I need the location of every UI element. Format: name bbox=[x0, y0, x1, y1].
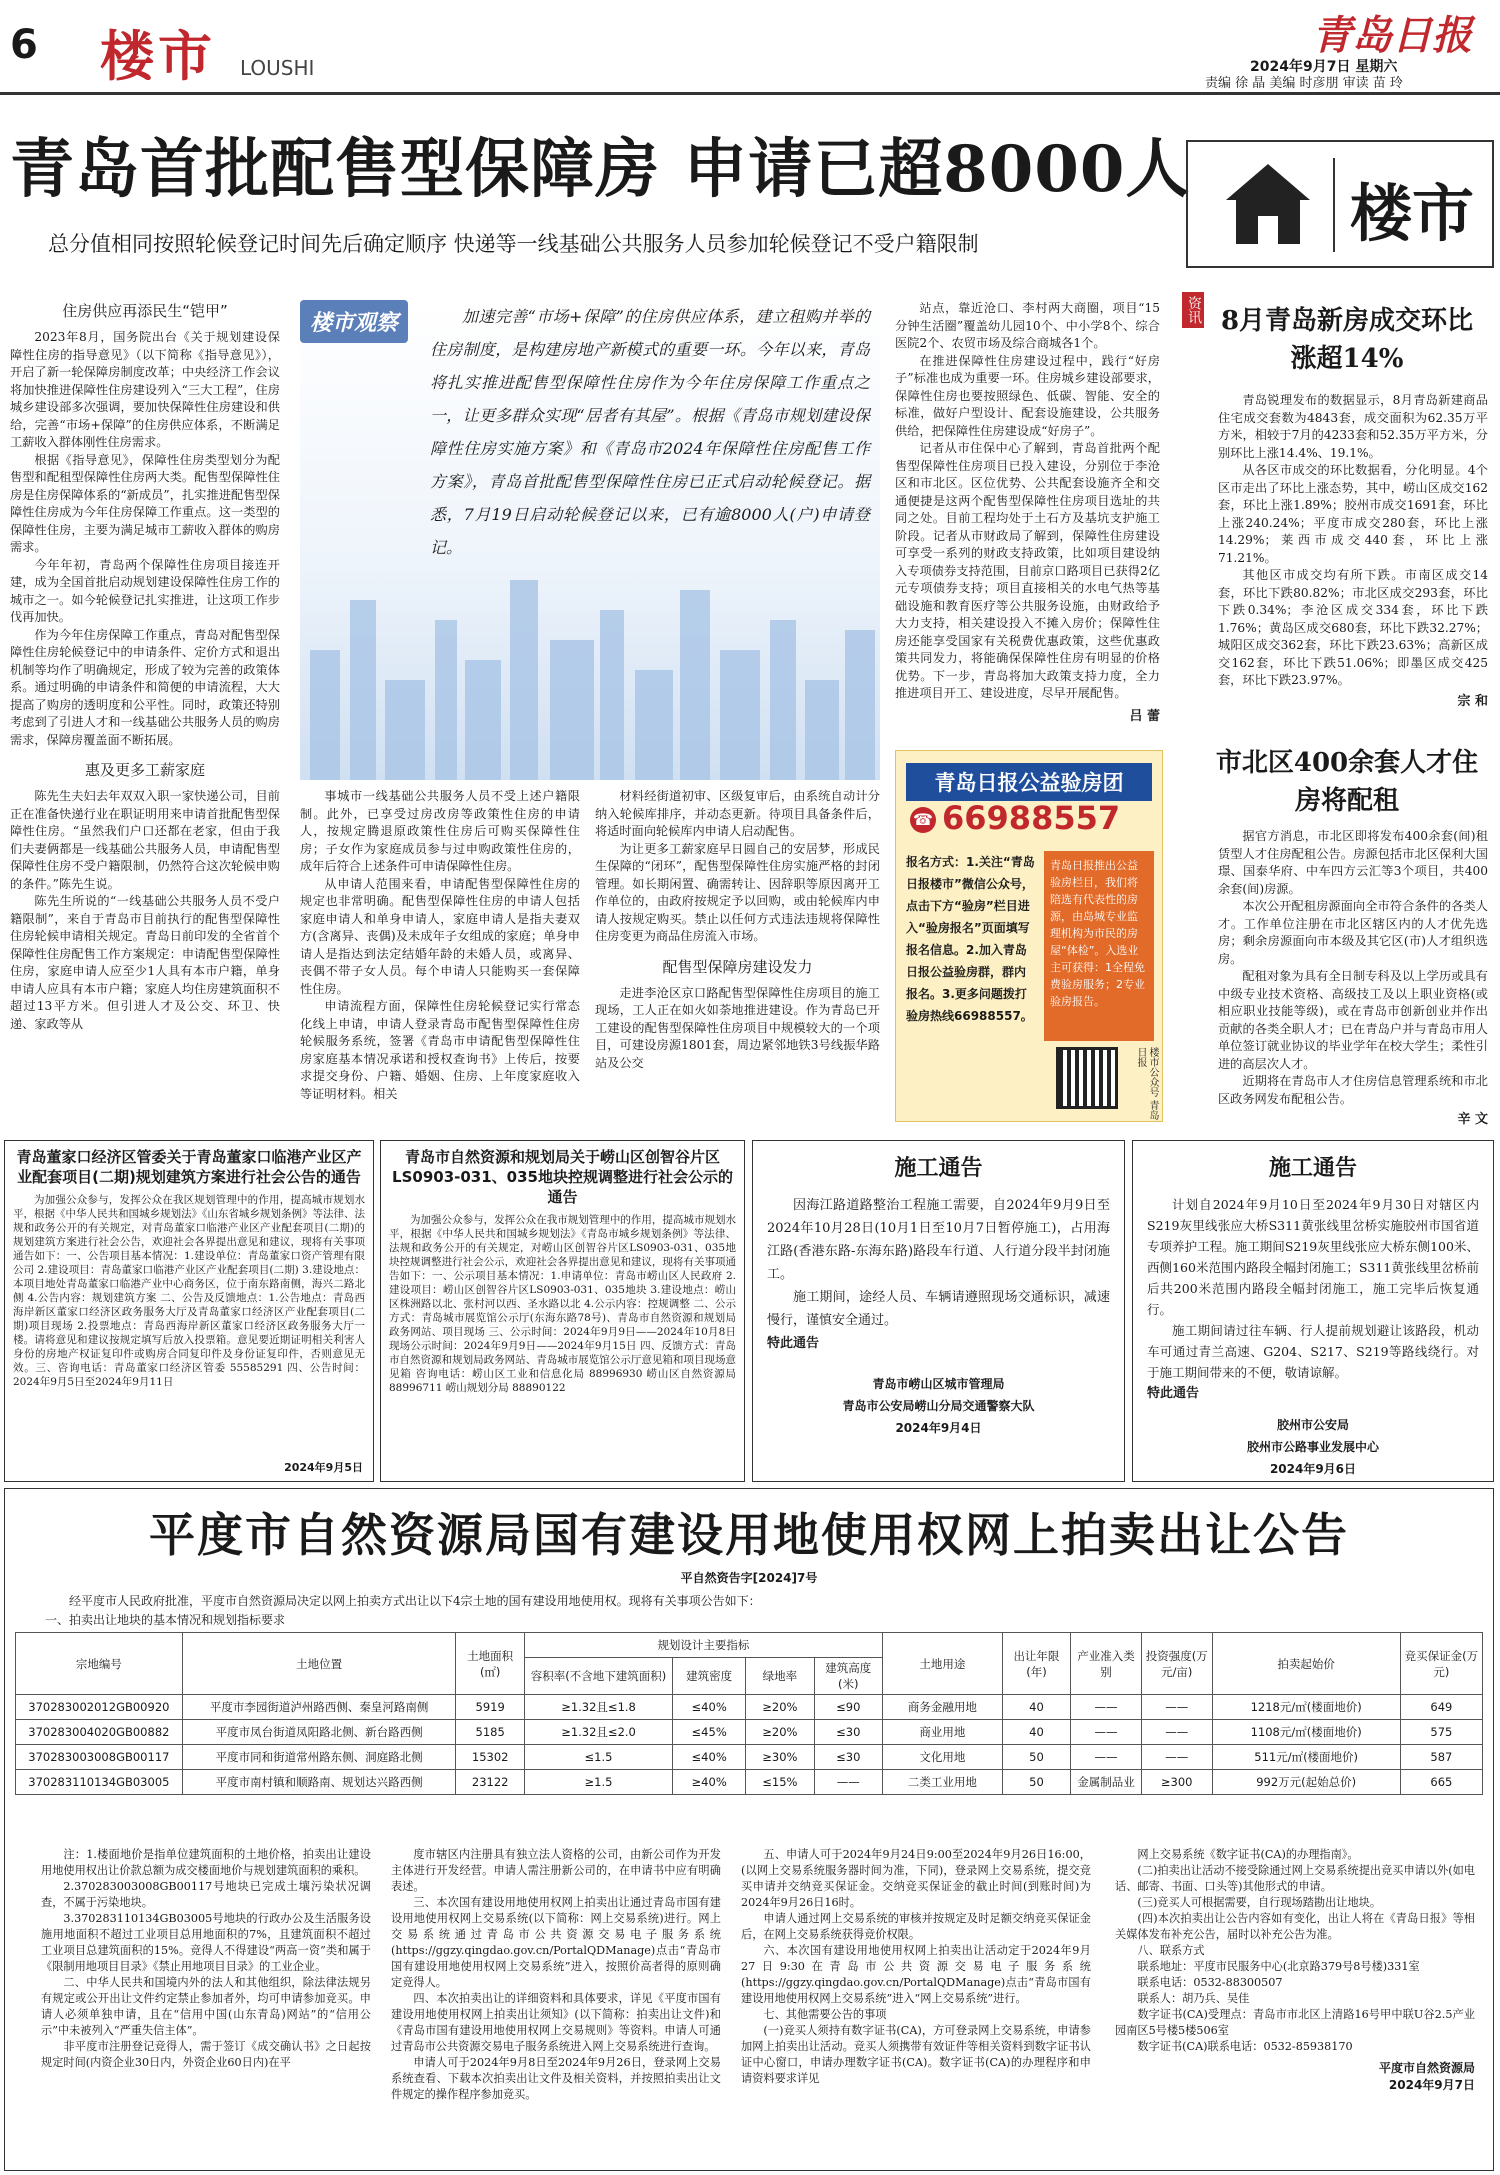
paragraph: 数字证书(CA)受理点：青岛市市北区上清路16号甲中联U谷2.5产业园南区5号楼5楼506室 bbox=[1115, 2008, 1475, 2037]
paragraph: 联系电话：0532-88300507 bbox=[1137, 1976, 1283, 1989]
auction-col-2 bbox=[391, 1847, 721, 2103]
paragraph: 联系人：胡乃兵、吴佳 bbox=[1137, 1992, 1250, 2005]
notice-construction-2 bbox=[1132, 1140, 1494, 1482]
paragraph: 施工期间，途经人员、车辆请遵照现场交通标识，减速慢行，谨慎安全通过。 bbox=[767, 1290, 1110, 1328]
auction-notice bbox=[4, 1488, 1494, 2171]
author: 宗 和 bbox=[1457, 693, 1488, 709]
paragraph: 据官方消息，市北区即将发布400余套(间)租赁型人才住房配租公告。房源包括市北区保利大国璟、国泰华府、中车四方云汇等3个项目，共400余套(间)房源。 bbox=[1218, 829, 1488, 896]
table-cell: 文化用地 bbox=[882, 1745, 1002, 1770]
auction-col-1 bbox=[41, 1847, 371, 2071]
table-cell: 金属制品业 bbox=[1071, 1770, 1142, 1795]
notice-org: 胶州市公路事业发展中心 bbox=[1246, 1440, 1379, 1454]
col-header: 容积率(不含地下建筑面积) bbox=[524, 1658, 672, 1695]
col-header: 土地位置 bbox=[182, 1633, 456, 1695]
paper-logo: 青岛日报 bbox=[1312, 12, 1472, 59]
observation-text: 加速完善“市场+保障”的住房供应体系，建立租购并举的住房制度，是构建房地产新模式的重要一环。今年以来，青岛将扎实推进配售型保障性住房作为今年住房保障工作重点之一，让更多群众实现“居者有其屋”。根据《青岛市规划建设保障性住房实施方案》和《青岛市2024年保障性住房配售工作方案》，青岛首批配售型保障性住房已正式启动轮候登记。据悉，7月19日启动轮候登记以来，已有逾8000人(户)申请登记。 bbox=[430, 307, 870, 557]
city-skyline-image bbox=[300, 560, 880, 780]
auction-title: 平度市自然资源局国有建设用地使用权网上拍卖出让公告 bbox=[149, 1508, 1349, 1562]
paragraph: 数字证书(CA)联系电话：0532-85938170 bbox=[1137, 2040, 1353, 2053]
paragraph: 近期将在青岛市人才住房信息管理系统和市北区政务网发布配租公告。 bbox=[1218, 1074, 1488, 1106]
table-cell: —— bbox=[1071, 1745, 1142, 1770]
paragraph: 计划自2024年9月10日至2024年9月30日对辖区内S219灰里线张应大桥S311黄张线里岔桥实施胶州市国省道专项养护工程。施工期间S219灰里线张应大桥东侧100米、西侧160米范围内路段全幅封闭施工；S311黄张线里岔桥前后共200米范围内路段全幅封闭施工，施工完毕后恢复通行。 bbox=[1147, 1197, 1479, 1317]
notice-org: 胶州市公安局 bbox=[1276, 1418, 1349, 1432]
table-cell: 商务金融用地 bbox=[882, 1695, 1002, 1720]
table-cell: ≥40% bbox=[673, 1770, 746, 1795]
news-title-2: 市北区400余套人才住房将配租 bbox=[1215, 748, 1479, 816]
col-header: 土地面积(㎡) bbox=[456, 1633, 524, 1695]
inspection-ad bbox=[895, 750, 1163, 1122]
notice-dongjiakou bbox=[4, 1140, 374, 1482]
table-cell: 575 bbox=[1400, 1720, 1482, 1745]
auction-col-4 bbox=[1115, 1847, 1475, 2093]
table-cell: 511元/㎡(楼面地价) bbox=[1212, 1745, 1400, 1770]
paragraph: 从申请人范围来看，申请配售型保障性住房的规定也非常明确。配售型保障性住房的申请人包括家庭申请人和单身申请人，家庭申请人是指夫妻双方(含离异、丧偶)及未成年子女组成的家庭；单身申请人是指达到法定结婚年龄的未婚人员，或离异、丧偶不带子女人员。每个申请人只能购买一套保障性住房。 bbox=[300, 876, 580, 996]
editors: 责编 徐 晶 美编 时彦朋 审读 苗 玲 bbox=[1205, 76, 1403, 91]
notice-org: 青岛市崂山区城市管理局 bbox=[872, 1377, 1005, 1391]
paragraph: 从各区市成交的环比数据看，分化明显。4个区市走出了环比上涨态势，其中，崂山区成交162套，环比上涨1.89%；胶州市成交1691套，环比上涨240.24%；平度市成交280套，环比上涨14.29%；莱西市成交440套，环比上涨71.21%。 bbox=[1218, 463, 1488, 565]
paragraph: 作为今年住房保障工作重点，青岛对配售型保障性住房轮候登记中的申请条件、定价方式和退出机制等均作了明确规定，形成了较为完善的政策体系。通过明确的申请条件和简便的申请流程，大大提高了购房的透明度和公平性。同时，政策还特别考虑到了引进人才和一线基础公共服务人员的购房需求，保障房覆盖面不断拓展。 bbox=[10, 627, 280, 747]
paragraph: 六、本次国有建设用地使用权网上拍卖出让活动定于2024年9月27日9:30在青岛市公共资源交易电子服务系统(https://ggzy.qingdao.gov.cn/PortalQDManage)点击“青岛市国有建设用地使用权网上交易系统”进入“网上交易系统”进行。 bbox=[741, 1944, 1091, 2005]
paragraph: (二)拍卖出让活动不接受除通过网上交易系统提出竞买申请以外(如电话、邮寄、书面、口头等)其他形式的申请。 bbox=[1115, 1864, 1475, 1893]
table-cell: 商业用地 bbox=[882, 1720, 1002, 1745]
paragraph: 陈先生所说的“一线基础公共服务人员不受户籍限制”，来自于青岛市目前执行的配售型保障性住房轮候申请相关规定。青岛日前印发的全省首个保障性住房配售工作方案规定：申请配售型保障性住房，家庭申请人应至少1人具有本市户籍，单身申请人应具有本市户籍；家庭人均住房建筑面积不超过13平方米。但引进人才及公交、环卫、快递、家政等从 bbox=[10, 894, 280, 1031]
col-header: 土地用途 bbox=[882, 1633, 1002, 1695]
table-cell: ≥30% bbox=[746, 1745, 814, 1770]
table-row bbox=[16, 1745, 1483, 1770]
table-cell: 23122 bbox=[456, 1770, 524, 1795]
article-col-2 bbox=[300, 788, 580, 1103]
table-cell: ≤45% bbox=[673, 1720, 746, 1745]
table-cell: 40 bbox=[1002, 1695, 1070, 1720]
notice-org: 青岛市公安局崂山分局交通警察大队 bbox=[842, 1399, 1035, 1413]
table-cell: 649 bbox=[1400, 1695, 1482, 1720]
table-cell: ≤30 bbox=[814, 1720, 882, 1745]
table-cell: 370283003008GB00117 bbox=[16, 1745, 183, 1770]
table-cell: ≤30 bbox=[814, 1745, 882, 1770]
observation-box bbox=[300, 300, 880, 780]
table-cell: —— bbox=[1071, 1720, 1142, 1745]
notice-tag: 特此通告 bbox=[1147, 1386, 1200, 1401]
paragraph: 施工期间请过往车辆、行人提前规划避让该路段，机动车可通过青兰高速、G204、S217、S219等路线绕行。对于施工期间带来的不便，敬请谅解。 bbox=[1147, 1323, 1479, 1380]
notice-title: 青岛董家口经济区管委关于青岛董家口临港产业区产业配套项目(二期)规划建筑方案进行社会公告的通告 bbox=[16, 1148, 362, 1186]
section-badge bbox=[1186, 140, 1494, 268]
table-cell: 370283002012GB00920 bbox=[16, 1695, 183, 1720]
col-header: 建筑密度 bbox=[673, 1658, 746, 1695]
table-cell: 665 bbox=[1400, 1770, 1482, 1795]
paragraph: 八、联系方式 bbox=[1137, 1944, 1205, 1957]
paragraph: 站点，靠近沧口、李村两大商圈，项目“15分钟生活圈”覆盖幼儿园10个、中小学8个、综合医院2个、农贸市场及综合商城各1个。 bbox=[895, 301, 1160, 350]
subhead-3: 配售型保障房建设发力 bbox=[662, 957, 813, 976]
paragraph: 走进李沧区京口路配售型保障性住房项目的施工现场，工人正在如火如荼地推进建设。作为青岛已开工建设的配售型保障性住房项目中规模较大的一个项目，可建设房源1801套，周边紧邻地铁3号线振华路站及公交 bbox=[595, 985, 880, 1070]
table-cell: ≤40% bbox=[673, 1695, 746, 1720]
table-cell: ≤40% bbox=[673, 1745, 746, 1770]
paragraph: 网上交易系统《数字证书(CA)的办理指南》。 bbox=[1137, 1848, 1359, 1861]
table-cell: 平度市李园街道泸州路西侧、秦皇河路南侧 bbox=[182, 1695, 456, 1720]
table-cell: 二类工业用地 bbox=[882, 1770, 1002, 1795]
table-cell: ≤1.5 bbox=[524, 1745, 672, 1770]
paragraph: 记者从市住保中心了解到，青岛首批两个配售型保障性住房项目已投入建设，分别位于李沧区和市北区。区位优势、公共配套设施齐全和交通便捷是这两个配售型保障性住房项目选址的共同之处。目前工程均处于土石方及基坑支护施工阶段。记者从市财政局了解到，保障性住房建设可享受一系列的财政支持政策，比如项目建设纳入专项债券支持范围，目前京口路项目已获得2亿元专项债券支持；项目直接相关的水电气热等基础设施和教育医疗等公共服务设施，由财政给予大力支持，相关建设投入不摊入房价；保障性住房还能享受国家有关税费优惠政策，这些优惠政策共同发力，将能确保保障性住房有明显的价格优势。下一步，青岛将加大政策支持力度，全力推进项目开工、建设进度，尽早开展配售。 bbox=[895, 441, 1160, 700]
table-cell: —— bbox=[814, 1770, 882, 1795]
table-cell: ≥20% bbox=[746, 1720, 814, 1745]
paragraph: (四)本次拍卖出让公告内容如有变化，出让人将在《青岛日报》等相关媒体发布补充公告，届时以补充公告为准。 bbox=[1115, 1912, 1475, 1941]
headline: 青岛首批配售型保障房 申请已超8000人 bbox=[10, 132, 1191, 207]
paragraph: 度市辖区内注册具有独立法人资格的公司，由新公司作为开发主体进行开发经营。申请人需注册新公司的，在申请书中应有明确表述。 bbox=[391, 1848, 721, 1893]
paragraph: 材料经街道初审、区级复审后，由系统自动计分纳入轮候库排序，并动态更新。待项目具备条件后，将适时面向轮候库内申请人启动配售。 bbox=[595, 789, 880, 838]
table-cell: 50 bbox=[1002, 1745, 1070, 1770]
paragraph: 七、其他需要公告的事项 bbox=[763, 2008, 887, 2021]
table-cell: —— bbox=[1141, 1745, 1212, 1770]
table-cell: 40 bbox=[1002, 1720, 1070, 1745]
table-cell: ≤90 bbox=[814, 1695, 882, 1720]
table-cell: 5919 bbox=[456, 1695, 524, 1720]
table-row bbox=[16, 1695, 1483, 1720]
section-name: 楼市 bbox=[100, 24, 216, 88]
auction-col-3 bbox=[741, 1847, 1091, 2087]
table-cell: 15302 bbox=[456, 1745, 524, 1770]
news-tag: 资讯 bbox=[1182, 292, 1204, 328]
paragraph: 联系地址：平度市民服务中心(北京路379号8号楼)331室 bbox=[1137, 1960, 1420, 1973]
table-cell: ≥20% bbox=[746, 1695, 814, 1720]
table-cell: 587 bbox=[1400, 1745, 1482, 1770]
table-cell: 平度市同和街道常州路东侧、洞庭路北侧 bbox=[182, 1745, 456, 1770]
paragraph: (一)竞买人须持有数字证书(CA)，方可登录网上交易系统，申请参加网上拍卖出让活动。竞买人须携带有效证件等相关资料到数字证书认证中心窗口，申请办理数字证书(CA)。数字证书(CA)的办理程序和申请资料要求详见 bbox=[741, 2024, 1091, 2085]
col-header: 建筑高度(米) bbox=[814, 1658, 882, 1695]
author: 吕 蕾 bbox=[1129, 708, 1160, 724]
house-icon bbox=[1220, 160, 1316, 248]
notice-construction-1 bbox=[752, 1140, 1125, 1482]
subhead-2: 惠及更多工薪家庭 bbox=[84, 761, 205, 779]
paragraph: 2023年8月，国务院出台《关于规划建设保障性住房的指导意见》（以下简称《指导意见》），开启了新一轮保障房制度改革；中央经济工作会议将加快推进保障性住房建设列入“三大工程”，住房城乡建设部多次强调，要加快保障性住房建设和供给，完善“市场+保障”的住房供应体系，不断满足工薪收入群体刚性住房需求。 bbox=[10, 330, 280, 449]
paragraph: 四、本次拍卖出让的详细资料和具体要求，详见《平度市国有建设用地使用权网上拍卖出让须知》(以下简称：拍卖出让文件)和《青岛市国有建设用地使用权网上交易规则》等资料。申请人可通过青岛市公共资源交易电子服务系统进入网上交易系统进行查询。 bbox=[391, 1992, 721, 2053]
notice-date: 2024年9月6日 bbox=[1269, 1462, 1357, 1476]
table-cell: 370283004020GB00882 bbox=[16, 1720, 183, 1745]
col-header: 绿地率 bbox=[746, 1658, 814, 1695]
paragraph: 事城市一线基础公共服务人员不受上述户籍限制。此外，已享受过房改房等政策性住房的申请人，按规定腾退原政策性住房后可购买保障性住房；子女作为家庭成员参与过申购政策性住房的，成年后符合上述条件可申请保障性住房。 bbox=[300, 789, 580, 873]
table-cell: —— bbox=[1071, 1695, 1142, 1720]
notice-title: 施工通告 bbox=[894, 1156, 983, 1181]
notice-title: 青岛市自然资源和规划局关于崂山区创智谷片区LS0903-031、035地块控规调整进行社会公示的通告 bbox=[392, 1148, 733, 1206]
land-table bbox=[15, 1632, 1483, 1795]
auction-intro: 经平度市人民政府批准，平度市自然资源局决定以网上拍卖方式出让以下4宗土地的国有建设用地使用权。现将有关事项公告如下： bbox=[69, 1594, 761, 1608]
qr-code bbox=[1056, 1047, 1118, 1109]
ad-title: 青岛日报公益验房团 bbox=[906, 763, 1152, 801]
notice-title: 施工通告 bbox=[1268, 1156, 1357, 1181]
paragraph: 青岛锐理发布的数据显示，8月青岛新建商品住宅成交套数为4843套，成交面积为62.35万平方米，相较于7月的4233套和52.35万平方米，分别环比上涨14.4%、19.1%。 bbox=[1218, 393, 1488, 460]
article-col-1 bbox=[10, 300, 280, 1033]
col-header: 拍卖起始价 bbox=[1212, 1633, 1400, 1695]
col-header: 竞买保证金(万元) bbox=[1400, 1633, 1482, 1695]
table-cell: 992万元(起始总价) bbox=[1212, 1770, 1400, 1795]
paragraph: 非平度市注册登记竞得人，需于签订《成交确认书》之日起按规定时间(内资企业30日内，外资企业60日内)在平 bbox=[41, 2040, 371, 2069]
table-cell: ≥1.32且≤1.8 bbox=[524, 1695, 672, 1720]
col-header: 产业准入类别 bbox=[1071, 1633, 1142, 1695]
paragraph: 五、申请人可于2024年9月24日9:00至2024年9月26日16:00，(以网上交易系统服务器时间为准，下同)，登录网上交易系统，提交竞买申请并交纳竞买保证金。交纳竞买保证金的截止时间(到账时间)为2024年9月26日16时。 bbox=[741, 1848, 1091, 1909]
headline-subtitle: 总分值相同按照轮候登记时间先后确定顺序 快递等一线基础公共服务人员参加轮候登记不受户籍限制 bbox=[48, 232, 979, 256]
table-cell: 平度市凤台街道凤阳路北侧、新台路西侧 bbox=[182, 1720, 456, 1745]
table-cell: ≥300 bbox=[1141, 1770, 1212, 1795]
article-col-3 bbox=[595, 788, 880, 1072]
paragraph: 注：1.楼面地价是指单位建筑面积的土地价格，拍卖出让建设用地使用权出让价款总额为成交楼面地价与规划建筑面积的乘积。 bbox=[41, 1848, 371, 1877]
notice-text: 为加强公众参与，发挥公众在我区规划管理中的作用，提高城市规划水平，根据《中华人民共和国城乡规划法》《山东省城乡规划条例》等法律、法规和政务公开的有关规定，对青岛董家口临港产业区产业配套项目(二期)的规划建筑方案进行社会公告，欢迎社会各界提出意见和建议，现将有关事项通告如下：一、公告项目基本情况：1.建设单位：青岛董家口资产管理有限公司 2.建设项目：青岛董家口临港产业区产业配套项目(二期) 3.建设地点：本项目地处青岛董家口临港产业中心商务区，位于南东路南侧，海兴二路北侧 4.公告内容：规划建筑方案 二、公告及反馈地点：1.公告地点：青岛西海岸新区董家口经济区政务服务大厅及青岛董家口经济区产业配套项目(二期)项目现场 2.投票地点：青岛西海岸新区董家口经济区政务服务大厅一楼。请将意见和建议按规定填写后放入投票箱。意见要近期证明相关利害人身份的房地产权证复印件或购房合同复印件及身份证复印件，否则意见无效。三、咨询电话：青岛董家口经济区管委 55585291 四、公告时间：2024年9月5日至2024年9月11日 bbox=[13, 1194, 365, 1388]
table-cell: 1218元/㎡(楼面地价) bbox=[1212, 1695, 1400, 1720]
table-cell: 平度市南村镇和顺路南、规划达兴路西侧 bbox=[182, 1770, 456, 1795]
notice-date: 2024年9月5日 bbox=[284, 1461, 363, 1474]
table-cell: 5185 bbox=[456, 1720, 524, 1745]
section-pinyin: LOUSHI bbox=[240, 56, 315, 80]
col-header: 宗地编号 bbox=[16, 1633, 183, 1695]
col-header: 规划设计主要指标 bbox=[524, 1633, 882, 1658]
paragraph: 因海江路道路整治工程施工需要，自2024年9月9日至2024年10月28日(10月1日至10月7日暂停施工)，占用海江路(香港东路-东海东路)路段车行道、人行道分段半封闭施工。 bbox=[767, 1198, 1110, 1282]
auction-date: 2024年9月7日 bbox=[1388, 2078, 1475, 2092]
phone-icon: ☎ bbox=[910, 807, 936, 833]
paragraph: 三、本次国有建设用地使用权网上拍卖出让通过青岛市国有建设用地使用权网上交易系统(以下简称：网上交易系统)进行。网上交易系统通过青岛市公共资源交易电子服务系统(https://ggzy.qingdao.gov.cn/PortalQDManage)点击“青岛市国有建设用地使用权网上交易系统”进入，按照价高者得的原则确定竞得人。 bbox=[391, 1896, 721, 1989]
ad-promo: 青岛日报推出公益验房栏目，我们将陪选有代表性的房源，由岛城专业监理机构为市民的房屋“体检”。入选业主可获得：1全程免费验房服务；2专业验房报告。 bbox=[1044, 851, 1154, 1041]
table-row bbox=[16, 1720, 1483, 1745]
paragraph: 本次公开配租房源面向全市符合条件的各类人才。工作单位注册在市北区辖区内的人才优先选房；剩余房源面向市本级及其它区(市)人才组织选房。 bbox=[1218, 899, 1488, 966]
table-cell: 50 bbox=[1002, 1770, 1070, 1795]
notice-date: 2024年9月4日 bbox=[895, 1421, 982, 1435]
masthead bbox=[0, 0, 1500, 91]
notice-tag: 特此通告 bbox=[767, 1336, 820, 1351]
auction-signatory: 平度市自然资源局 bbox=[1378, 2061, 1475, 2075]
notice-laoshan bbox=[380, 1140, 745, 1482]
col-header: 投资强度(万元/亩) bbox=[1141, 1633, 1212, 1695]
auction-section-1: 一、拍卖出让地块的基本情况和规划指标要求 bbox=[45, 1613, 286, 1627]
paragraph: 申请人可于2024年9月8日至2024年9月26日，登录网上交易系统查看、下载本次拍卖出让文件及相关资料，并按照拍卖出让文件规定的操作程序参加竞买。 bbox=[391, 2056, 721, 2101]
author: 辛 文 bbox=[1457, 1112, 1488, 1127]
table-cell: ≥1.32且≤2.0 bbox=[524, 1720, 672, 1745]
paragraph: 根据《指导意见》，保障性住房类型划分为配售型和配租型保障性住房两大类。配售型保障性住房是住房保障体系的“新成员”，扎实推进配售型保障性住房成为今年住房保障工作重点。这一类型的保障性住房，主要为满足城市工薪收入群体的购房需求。 bbox=[10, 452, 280, 554]
notice-text: 为加强公众参与，发挥公众在我市规划管理中的作用，提高城市规划水平，根据《中华人民共和国城乡规划法》《青岛市城乡规划条例》等法律、法规和政务公开的有关规定，对崂山区创智谷片区LS0903-031、035地块控规调整进行社会公示，欢迎社会各界提出意见和建议，现将有关事项通告如下：一、公示项目基本情况：1.申请单位：青岛市崂山区人民政府 2.建设项目：崂山区创智谷片区LS0903-031、035地块 3.建设地点：崂山区株洲路以北、张村河以西、圣水路以北 4.公示内容：控规调整 二、公示方式：青岛城市展览馆公示厅(东海东路78号)、青岛市自然资源和规划局政务网站、项目现场 三、公示时间：2024年9月9日——2024年10月8日 现场公示时间：2024年9月9日——2024年9月15日 四、反馈方式：青岛市自然资源和规划局政务网站、青岛城市展览馆公示厅意见箱和项目现场意见箱 咨询电话：崂山区工业和信息化局 88996930 崂山区自然资源局 88996711 崂山规划分局 88890122 bbox=[389, 1214, 736, 1394]
qr-caption: 楼市公众号 青岛日报 bbox=[1135, 1047, 1158, 1121]
table-cell: —— bbox=[1141, 1720, 1212, 1745]
observation-label: 楼市观察 bbox=[300, 300, 408, 343]
subhead-1: 住房供应再添民生“铠甲” bbox=[62, 302, 228, 320]
paragraph: 3.370283110134GB03005号地块的行政办公及生活服务设施用地面积不超过工业项目总用地面积的7%，且建筑面积不超过工业项目总建筑面积的15%。竞得人不得建设“两高一资”类和属于《限制用地项目目录》《禁止用地项目目录》的工业企业。 bbox=[41, 1912, 371, 1973]
table-cell: ≥1.5 bbox=[524, 1770, 672, 1795]
land-table-wrapper bbox=[5, 1632, 1493, 1795]
ad-phone: 66988557 bbox=[942, 799, 1121, 837]
badge-label: 楼市 bbox=[1350, 177, 1475, 250]
paragraph: 在推进保障性住房建设过程中，践行“好房子”标准也成为重要一环。住房城乡建设部要求，保障性住房也要按照绿色、低碳、智能、安全的标准，做好户型设计、配套设施建设，公共服务供给，把保障性住房建设成“好房子”。 bbox=[895, 353, 1160, 438]
paragraph: 为让更多工薪家庭早日圆自己的安居梦，形成民生保障的“闭环”，配售型保障性住房实施严格的封闭管理。如长期闲置、确需转让、因辞职等原因离开工作单位的，由政府按规定予以回购，或由轮候库内申请人按规定购买。禁止以任何方式违法违规将保障性住房变更为商品住房流入市场。 bbox=[595, 841, 880, 943]
table-cell: —— bbox=[1141, 1695, 1212, 1720]
main-article bbox=[0, 280, 1165, 1142]
news-title-1: 8月青岛新房成交环比涨超14% bbox=[1220, 306, 1474, 374]
table-cell: 1108元/㎡(楼面地价) bbox=[1212, 1720, 1400, 1745]
ad-steps: 报名方式：1.关注“青岛日报楼市”微信公众号，点击下方“验房”栏目进入“验房报名”页面填写报名信息。2.加入青岛日报公益验房群，群内报名。3.更多问题拨打验房热线66988557。 bbox=[906, 855, 1035, 1023]
paragraph: 申请流程方面，保障性住房轮候登记实行常态化线上申请，申请人登录青岛市配售型保障性住房轮候服务系统，签署《青岛市申请配售型保障性住房家庭基本情况承诺和授权查询书》上传后，按要求提交身份、户籍、婚姻、住房、上年度家庭收入等证明材料。相关 bbox=[300, 999, 580, 1101]
auction-doc-no: 平自然资告字[2024]7号 bbox=[680, 1571, 818, 1585]
table-row bbox=[16, 1770, 1483, 1795]
sidebar bbox=[1182, 288, 1494, 1140]
paragraph: 陈先生夫妇去年双双入职一家快递公司，目前正在准备快递行业在职证明用来申请首批配售型保障性住房。“虽然我们户口还都在老家，但由于我们夫妻俩都是一线基础公共服务人员，申请配售型保障性住房不受户籍限制，仍然符合这次轮候申购的条件。”陈先生说。 bbox=[10, 789, 280, 891]
paragraph: (三)竞买人可根据需要，自行现场踏勘出让地块。 bbox=[1137, 1896, 1382, 1909]
table-cell: 370283110134GB03005 bbox=[16, 1770, 183, 1795]
page-number: 6 bbox=[10, 22, 38, 68]
paragraph: 2.370283003008GB00117号地块已完成土壤污染状况调查，不属于污染地块。 bbox=[41, 1880, 371, 1909]
col-header: 出让年限(年) bbox=[1002, 1633, 1070, 1695]
issue-date: 2024年9月7日 星期六 bbox=[1250, 59, 1398, 75]
paragraph: 今年年初，青岛两个保障性住房项目接连开建，成为全国首批启动规划建设保障性住房工作的城市之一。如今轮候登记扎实推进，让这项工作步伐再加快。 bbox=[10, 557, 280, 624]
news-body-1 bbox=[1218, 392, 1488, 709]
paragraph: 二、中华人民共和国境内外的法人和其他组织，除法律法规另有规定或公开出让文件约定禁止参加者外，均可申请参加竞买。申请人必须单独申请，且在“信用中国(山东青岛)网站”的“信用公示”中未被列入“严重失信主体”。 bbox=[41, 1976, 371, 2037]
header-rule bbox=[0, 92, 1500, 95]
news-body-2 bbox=[1218, 828, 1488, 1127]
table-cell: ≤15% bbox=[746, 1770, 814, 1795]
paragraph: 申请人通过网上交易系统的审核并按规定及时足额交纳竞买保证金后，在网上交易系统获得竞价权限。 bbox=[741, 1912, 1091, 1941]
article-col-4 bbox=[895, 300, 1160, 724]
paragraph: 配租对象为具有全日制专科及以上学历或具有中级专业技术资格、高级技工及以上职业资格(或相应职业技能等级)，或在青岛市创新创业并作出贡献的各类全职人才；已在青岛户并与青岛市用人单位签订就业协议的毕业学年在校大学生；柔性引进的高层次人才。 bbox=[1218, 969, 1488, 1071]
paragraph: 其他区市成交均有所下跌。市南区成交14套，环比下跌80.82%；市北区成交293套，环比下跌0.34%；李沧区成交334套，环比下跌1.76%；黄岛区成交680套，环比下跌32.27%；城阳区成交362套，环比下跌23.63%；高新区成交162套，环比下跌51.06%；即墨区成交425套，环比下跌23.97%。 bbox=[1218, 568, 1488, 687]
